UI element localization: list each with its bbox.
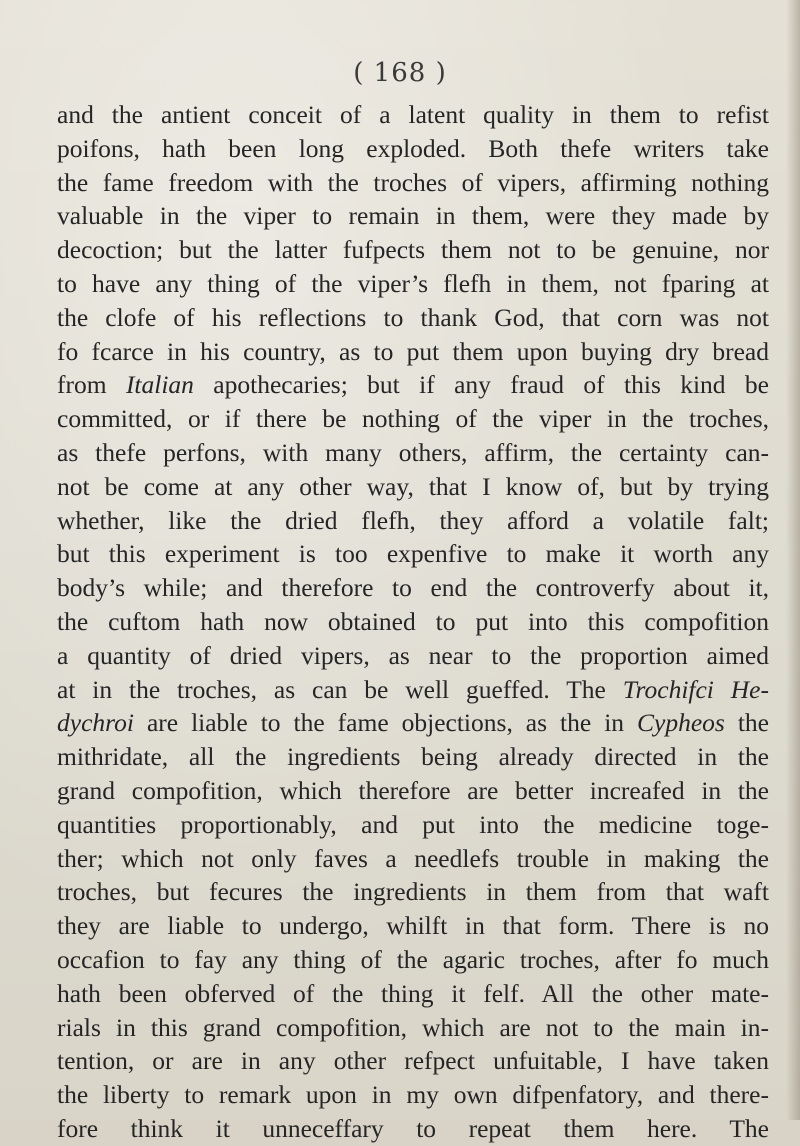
text-run: valuable in the viper to remain in them, were they made by [57, 201, 769, 231]
text-line [57, 875, 769, 909]
text-line [57, 470, 769, 504]
text-run: to have any thing of the viper’s flefh in them, not fparing at [57, 268, 769, 298]
text-line [57, 1044, 769, 1078]
text-run: committed, or if there be nothing of the viper in the troches, [57, 404, 769, 434]
text-run: a quantity of dried vipers, as near to the proportion aimed [57, 640, 769, 670]
text-run: grand compofition, which therefore are better increafed in the [57, 775, 769, 805]
page-edge-shadow [786, 0, 800, 1120]
text-line [57, 199, 769, 233]
text-run: the [724, 708, 770, 738]
text-run: they are liable to undergo, whilft in that form. There is no [57, 911, 769, 941]
italic-text-run: Italian [125, 370, 194, 400]
text-run: apothecaries; but if any fraud of this kind be [193, 370, 769, 400]
text-run: from [57, 370, 126, 400]
text-run: the liberty to remark upon in my own difpenfatory, and there- [57, 1080, 769, 1110]
text-run: occafion to fay any thing of the agaric troches, after fo much [57, 944, 769, 974]
text-line [57, 706, 769, 740]
text-line [57, 233, 769, 267]
text-run: and the antient conceit of a latent quality in them to refist [57, 100, 769, 129]
text-line [57, 808, 769, 842]
text-line [57, 267, 769, 301]
text-run: the cuftom hath now obtained to put into this compofition [57, 606, 769, 636]
italic-text-run: Trochifci He- [622, 674, 769, 704]
text-run: the clofe of his reflections to thank God, that corn was not [57, 302, 769, 332]
text-run: mithridate, all the ingredients being already directed in the [57, 742, 769, 772]
text-run: ther; which not only faves a needlefs trouble in making the [57, 843, 769, 873]
text-line [57, 335, 769, 369]
text-run: tention, or are in any other refpect unfuitable, I have taken [57, 1046, 769, 1076]
text-run: quantities proportionably, and put into the medicine toge- [57, 809, 769, 839]
text-line [57, 605, 769, 639]
text-run: whether, like the dried flefh, they afford a volatile falt; [57, 505, 769, 535]
text-run: at in the troches, as can be well gueffed. The [57, 674, 623, 704]
text-line [57, 909, 769, 943]
text-run: rials in this grand compofition, which are not to the main in- [57, 1012, 769, 1042]
text-line [57, 673, 769, 707]
italic-text-run: dychroi [57, 708, 134, 738]
text-line [57, 774, 769, 808]
text-line [57, 571, 769, 605]
body-text [57, 98, 769, 1146]
text-run: not be come at any other way, that I know of, but by trying [57, 471, 769, 501]
italic-text-run: Cypheos [637, 708, 725, 738]
text-line [57, 132, 769, 166]
text-run: poifons, hath been long exploded. Both thefe writers take [57, 133, 769, 163]
text-run: hath been obferved of the thing it felf. All the other mate- [57, 978, 769, 1008]
text-line [57, 537, 769, 571]
text-line [57, 368, 769, 402]
text-run: fore think it unneceffary to repeat them here. The [57, 1113, 769, 1143]
text-run: the fame freedom with the troches of vipers, affirming nothing [57, 167, 769, 197]
text-line [57, 1112, 769, 1146]
page-number: ( 168 ) [353, 58, 447, 88]
text-run: are liable to the fame objections, as the in [133, 708, 638, 738]
text-line [57, 1078, 769, 1112]
text-line [57, 639, 769, 673]
text-line [57, 842, 769, 876]
text-line [57, 301, 769, 335]
text-line [57, 943, 769, 977]
text-run: decoction; but the latter fufpects them not to be genuine, nor [57, 235, 769, 265]
text-run: body’s while; and therefore to end the controverfy about it, [57, 573, 769, 603]
text-run: fo fcarce in his country, as to put them upon buying dry bread [57, 336, 769, 366]
text-line [57, 1011, 769, 1045]
text-line [57, 402, 769, 436]
text-line [57, 740, 769, 774]
text-line [57, 436, 769, 470]
text-run: but this experiment is too expenfive to make it worth any [57, 539, 769, 569]
text-line [57, 98, 769, 132]
text-line [57, 977, 769, 1011]
text-run: as thefe perfons, with many others, affirm, the certainty can- [57, 437, 769, 467]
text-line [57, 504, 769, 538]
text-line [57, 166, 769, 200]
text-run: troches, but fecures the ingredients in them from that waft [57, 877, 769, 907]
